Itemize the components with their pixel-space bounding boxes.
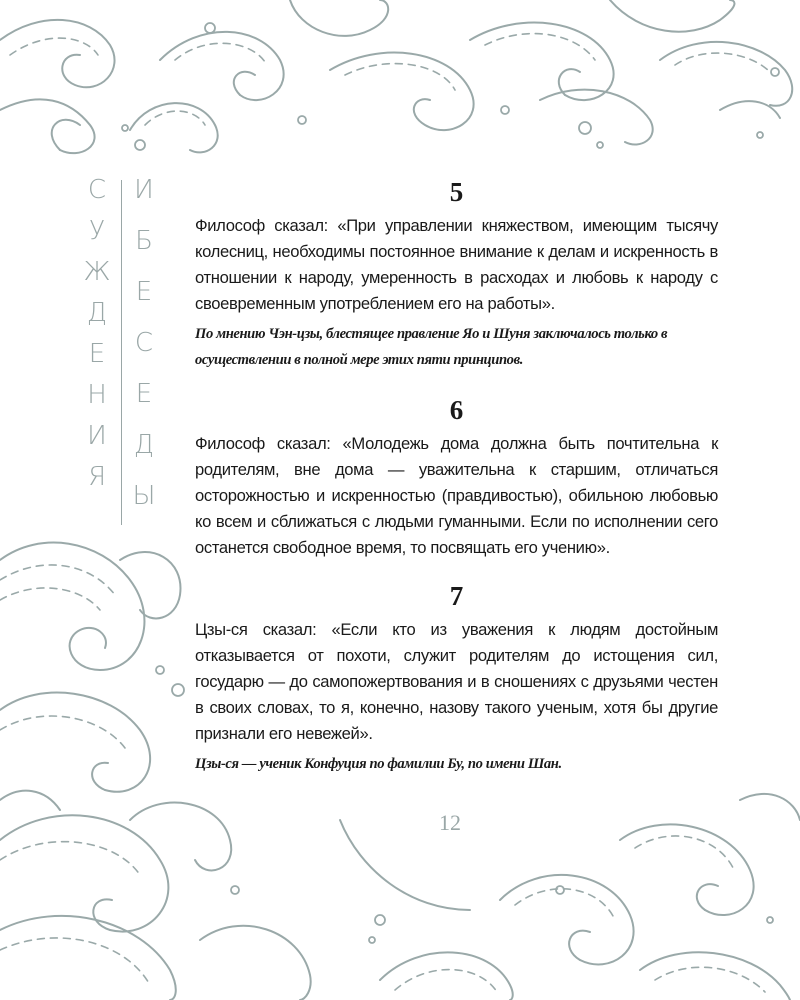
side-title-letter: Д	[86, 298, 108, 328]
side-title-letter: И	[134, 175, 154, 205]
side-title-letter: Ы	[132, 481, 156, 511]
side-title-divider	[121, 180, 122, 525]
side-title-letter: У	[89, 216, 105, 246]
side-title-word-2	[129, 175, 159, 532]
side-title-letter: Д	[133, 430, 155, 460]
side-title-word-1	[82, 175, 112, 503]
section-commentary: Цзы-ся — ученик Конфуция по фамилии Бу, по имени Шан.	[195, 756, 562, 772]
side-title-letter: И	[87, 421, 107, 451]
section-7	[195, 579, 718, 777]
section-commentary: По мнению Чэн-цзы, блестящее правление Яо и Шуня заключалось только в осуществлении в полной мере этих пяти принципов.	[195, 326, 668, 368]
section-6	[195, 393, 718, 561]
page-number: 12	[439, 810, 461, 835]
side-title-letter: Е	[135, 379, 153, 409]
section-paragraph: Философ сказал: «Молодежь дома должна быть почтительна к родителям, вне дома — уважительна к старшим, отличаться осторожностью и искренностью (правдивостью), обильною любовью ко всем и сближаться с людьми гуманными. Если по исполнении сего останется свободное время, то посвящать его учению».	[195, 434, 718, 557]
section-number: 6	[449, 395, 464, 425]
side-title-letter: Е	[135, 277, 153, 307]
section-5	[195, 175, 718, 373]
section-paragraph: Философ сказал: «При управлении княжеством, имеющим тысячу колесниц, необходимы постоянное внимание к делам и искренность в отношении к народу, умеренность в расходах и любовь к народу с своевременным употреблением его на работы».	[195, 216, 718, 313]
side-title-letter: С	[87, 175, 107, 205]
side-title-letter: Б	[135, 226, 153, 256]
side-title-letter: Е	[88, 339, 106, 369]
side-title-letter: Я	[87, 462, 107, 492]
page-content	[195, 175, 718, 795]
left-wave-ornament	[0, 520, 200, 820]
section-number: 7	[449, 581, 464, 611]
side-title-letter: Ж	[83, 257, 111, 287]
section-paragraph: Цзы-ся сказал: «Если кто из уважения к людям достойным отказывается от похоти, служит родителям до истощения сил, государю — до самопожертвования и в сношениях с друзьями честен в своих словах, то я, конечно, назову такого ученым, хотя бы другие признали его невежей».	[195, 620, 718, 743]
top-cloud-ornament	[0, 0, 800, 160]
side-title-letter: С	[134, 328, 154, 358]
section-number: 5	[449, 177, 464, 207]
side-title-letter: Н	[87, 380, 107, 410]
